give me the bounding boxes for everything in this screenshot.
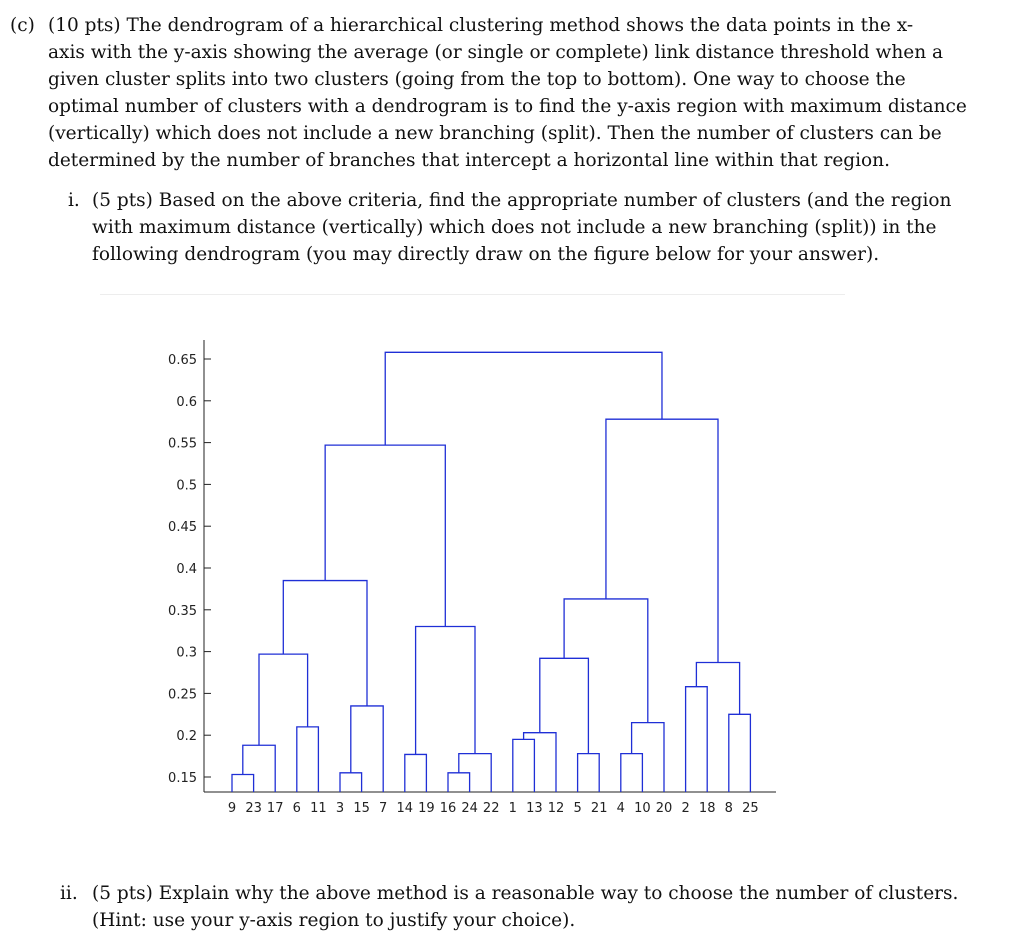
leaf-label: 20 (655, 801, 673, 816)
sub-i-line: following dendrogram (you may directly draw on the figure below for your answer). (92, 244, 880, 265)
y-tick-label: 0.2 (176, 729, 197, 745)
dendrogram-link (696, 662, 739, 714)
leaf-label: 4 (616, 801, 625, 816)
part-label: (c) (10, 15, 35, 36)
sub-i-label: i. (68, 190, 80, 211)
leaf-label: 22 (482, 801, 500, 816)
leaf-label: 10 (634, 801, 651, 816)
dendrogram-link (243, 745, 275, 792)
dendrogram-link (416, 627, 475, 755)
part-line: (10 pts) The dendrogram of a hierarchical clustering method shows the data points in the x- (48, 15, 914, 36)
leaf-label: 13 (526, 801, 543, 816)
leaf-label: 23 (245, 801, 262, 816)
leaf-label: 15 (353, 801, 370, 816)
leaf-label: 1 (508, 801, 517, 816)
sub-ii-line: (5 pts) Explain why the above method is a reasonable way to choose the number of clusters. (92, 883, 959, 904)
y-tick-label: 0.55 (168, 436, 197, 452)
dendrogram-link (325, 445, 445, 626)
dendrogram-link (564, 599, 648, 723)
part-line: axis with the y-axis showing the average (or single or complete) link distance threshold when a (48, 42, 944, 63)
part-line: given cluster splits into two clusters (going from the top to bottom). One way to choose the (48, 69, 906, 90)
dendrogram-link (448, 773, 470, 792)
leaf-label: 21 (590, 801, 608, 816)
leaf-label: 17 (266, 801, 284, 816)
dendrogram-link (283, 581, 367, 706)
dendrogram-link (524, 733, 556, 792)
y-tick-label: 0.45 (168, 520, 197, 536)
leaf-label: 11 (310, 801, 327, 816)
question-c-ii (60, 880, 1004, 934)
dendrogram-link (606, 419, 718, 662)
part-line: determined by the number of branches that intercept a horizontal line within that region. (48, 150, 890, 171)
dendrogram-link (259, 654, 308, 745)
y-tick-label: 0.25 (168, 687, 197, 703)
dendrogram-link (621, 754, 643, 792)
leaf-label: 7 (379, 801, 388, 816)
dendrogram-link (513, 739, 535, 792)
dendrogram-link (632, 723, 664, 792)
leaf-label: 12 (547, 801, 565, 816)
dendrogram-link (340, 773, 362, 792)
leaf-label: 5 (573, 801, 582, 816)
part-line: optimal number of clusters with a dendrogram is to find the y-axis region with maximum distance (48, 96, 967, 117)
dendrogram-link (686, 687, 708, 792)
sub-ii-line: (Hint: use your y-axis region to justify your choice). (92, 910, 576, 931)
part-line: (vertically) which does not include a new branching (split). Then the number of clusters can be (48, 123, 942, 144)
y-tick-label: 0.6 (176, 394, 197, 410)
dendrogram-link (232, 774, 254, 792)
sub-ii-label: ii. (60, 883, 78, 904)
dendrogram-link (729, 714, 751, 792)
y-tick-label: 0.15 (168, 771, 197, 786)
y-tick-label: 0.4 (176, 562, 197, 577)
dendrogram-link (578, 754, 600, 792)
y-tick-label: 0.35 (168, 603, 197, 619)
y-tick-label: 0.65 (168, 353, 197, 368)
leaf-label: 19 (418, 801, 435, 816)
dendrogram-link (351, 706, 383, 792)
dendrogram-link (297, 727, 319, 792)
dendrogram-link (385, 352, 662, 445)
sub-i-line: (5 pts) Based on the above criteria, find the appropriate number of clusters (and the region (92, 190, 952, 211)
leaf-label: 6 (292, 801, 301, 816)
leaf-label: 8 (724, 801, 733, 816)
dendrogram-link (540, 658, 589, 753)
y-tick-label: 0.3 (176, 645, 197, 661)
sub-i-line: with maximum distance (vertically) which does not include a new branching (split)) in the (92, 217, 937, 238)
leaf-label: 9 (227, 801, 237, 816)
leaf-label: 2 (681, 801, 690, 816)
leaf-label: 24 (461, 801, 478, 816)
leaf-label: 16 (439, 801, 457, 816)
dendrogram-link (405, 754, 427, 792)
leaf-label: 25 (742, 801, 759, 816)
leaf-label: 3 (335, 801, 345, 816)
leaf-label: 14 (396, 801, 414, 816)
y-tick-label: 0.5 (176, 478, 197, 494)
leaf-label: 18 (698, 801, 716, 816)
